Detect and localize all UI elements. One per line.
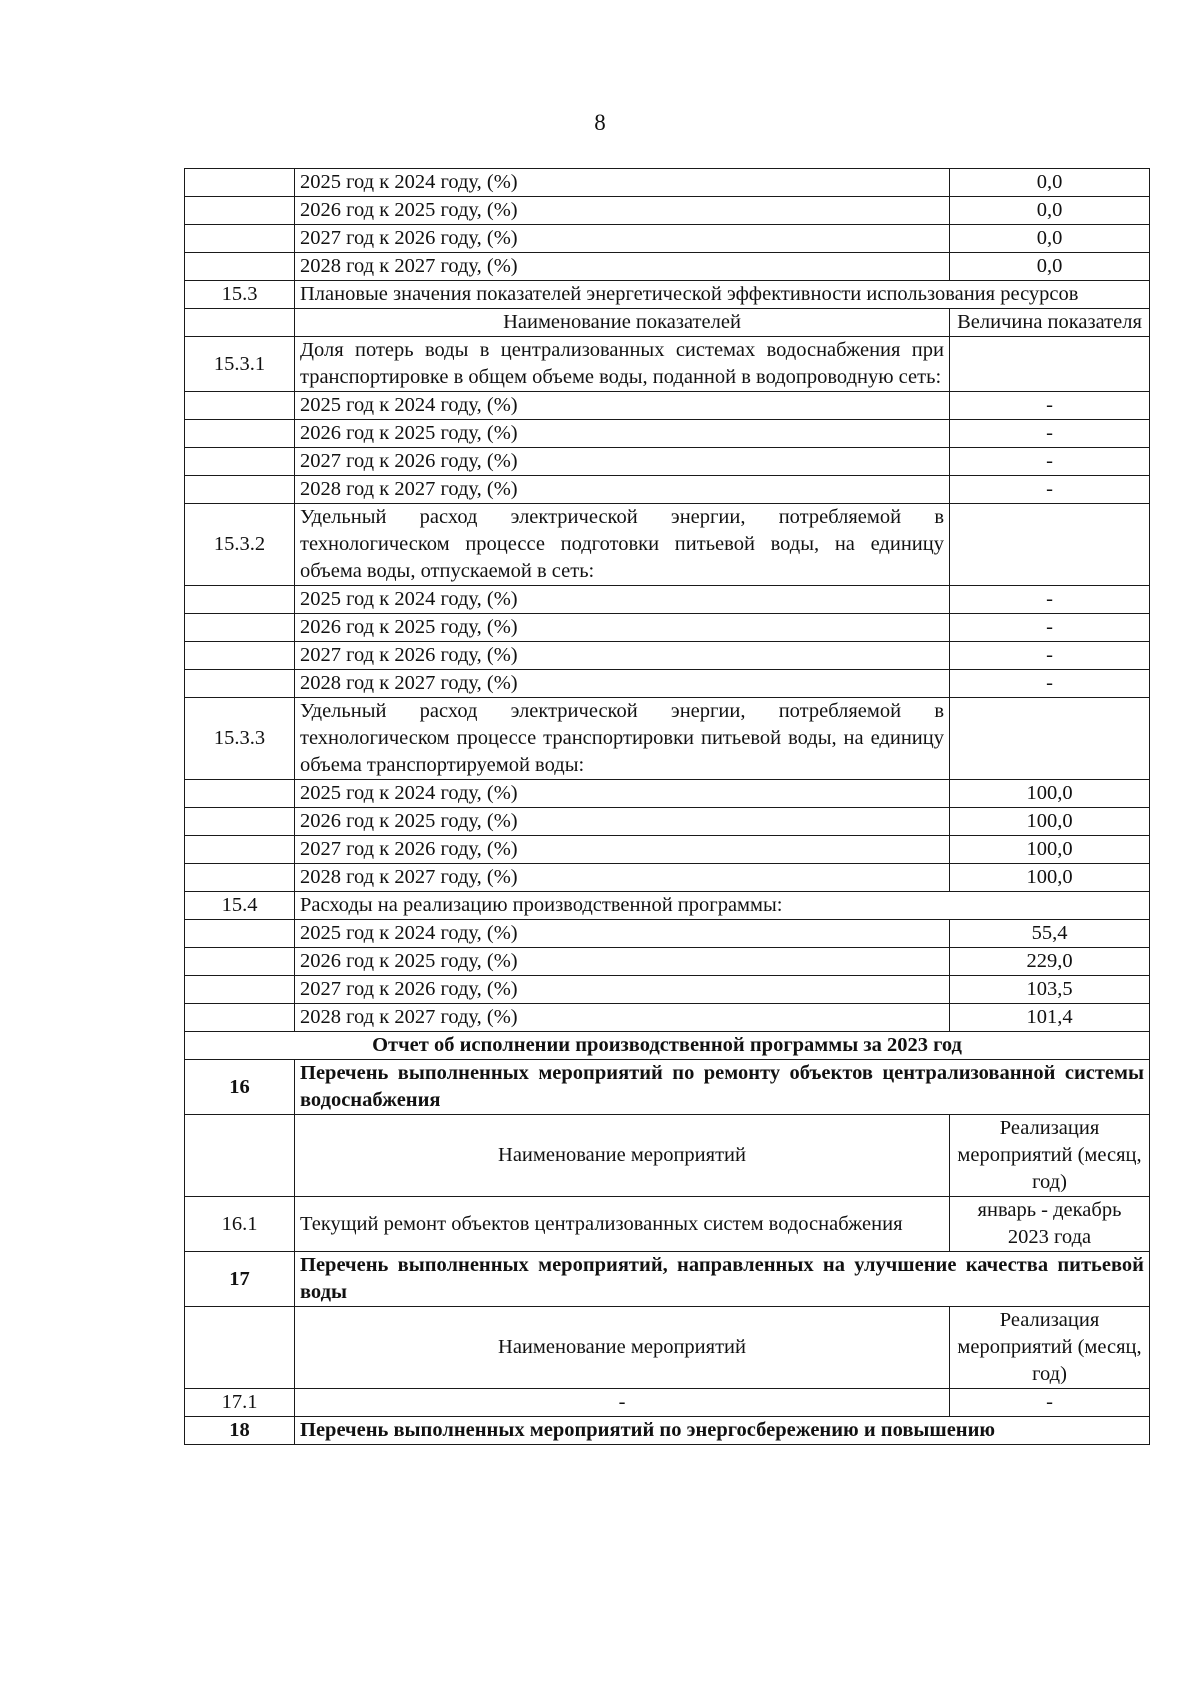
number-cell xyxy=(185,642,295,670)
subsection-row xyxy=(185,337,1150,392)
subsection-number: 15.3.2 xyxy=(185,504,295,586)
section-title: Расходы на реализацию производственной программы: xyxy=(295,892,1150,920)
indicator-value: - xyxy=(950,586,1150,614)
year-label: 2026 год к 2025 году, (%) xyxy=(295,420,950,448)
number-cell xyxy=(185,920,295,948)
number-cell xyxy=(185,808,295,836)
number-cell xyxy=(185,1307,295,1389)
section-number: 17 xyxy=(185,1252,295,1307)
measure-title: - xyxy=(295,1389,950,1417)
year-label: 2028 год к 2027 году, (%) xyxy=(295,670,950,698)
indicator-value: 229,0 xyxy=(950,948,1150,976)
number-cell xyxy=(185,670,295,698)
table-row xyxy=(185,948,1150,976)
indicator-value: - xyxy=(950,392,1150,420)
year-label: 2025 год к 2024 году, (%) xyxy=(295,586,950,614)
value-cell xyxy=(950,504,1150,586)
report-title: Отчет об исполнении производственной программы за 2023 год xyxy=(185,1032,1150,1060)
year-label: 2027 год к 2026 году, (%) xyxy=(295,976,950,1004)
number-cell xyxy=(185,586,295,614)
year-label: 2027 год к 2026 году, (%) xyxy=(295,225,950,253)
indicator-value: - xyxy=(950,614,1150,642)
column-header-value: Величина показателя xyxy=(950,309,1150,337)
subsection-number: 15.3.3 xyxy=(185,698,295,780)
number-cell xyxy=(185,976,295,1004)
indicator-value: 0,0 xyxy=(950,225,1150,253)
column-header-name: Наименование показателей xyxy=(295,309,950,337)
table-row xyxy=(185,642,1150,670)
section-row xyxy=(185,1252,1150,1307)
year-label: 2026 год к 2025 году, (%) xyxy=(295,948,950,976)
indicator-value: 103,5 xyxy=(950,976,1150,1004)
section-title: Перечень выполненных мероприятий, направленных на улучшение качества питьевой воды xyxy=(295,1252,1150,1307)
section-number: 18 xyxy=(185,1417,295,1445)
section-number: 16 xyxy=(185,1060,295,1115)
indicator-value: 100,0 xyxy=(950,864,1150,892)
year-label: 2027 год к 2026 году, (%) xyxy=(295,836,950,864)
table-row xyxy=(185,586,1150,614)
section-number: 15.4 xyxy=(185,892,295,920)
year-label: 2028 год к 2027 году, (%) xyxy=(295,864,950,892)
measure-period: январь - декабрь 2023 года xyxy=(950,1197,1150,1252)
number-cell xyxy=(185,476,295,504)
subsection-number: 15.3.1 xyxy=(185,337,295,392)
section-title: Перечень выполненных мероприятий по энергосбережению и повышению xyxy=(295,1417,1150,1445)
table-row xyxy=(185,780,1150,808)
table-row xyxy=(185,976,1150,1004)
indicator-value: 55,4 xyxy=(950,920,1150,948)
number-cell xyxy=(185,225,295,253)
column-header-row xyxy=(185,309,1150,337)
table-row xyxy=(185,864,1150,892)
measure-row xyxy=(185,1389,1150,1417)
year-label: 2025 год к 2024 году, (%) xyxy=(295,392,950,420)
column-header-value: Реализация мероприятий (месяц, год) xyxy=(950,1115,1150,1197)
table-row xyxy=(185,836,1150,864)
table-row xyxy=(185,670,1150,698)
table-row xyxy=(185,614,1150,642)
section-row xyxy=(185,1060,1150,1115)
year-label: 2026 год к 2025 году, (%) xyxy=(295,614,950,642)
indicator-value: 0,0 xyxy=(950,197,1150,225)
number-cell xyxy=(185,836,295,864)
column-header-name: Наименование мероприятий xyxy=(295,1307,950,1389)
page-number: 8 xyxy=(594,110,606,135)
table-row xyxy=(185,448,1150,476)
report-title-row xyxy=(185,1032,1150,1060)
indicator-value: - xyxy=(950,642,1150,670)
section-number: 15.3 xyxy=(185,281,295,309)
measure-row xyxy=(185,1197,1150,1252)
year-label: 2028 год к 2027 году, (%) xyxy=(295,476,950,504)
number-cell xyxy=(185,1004,295,1032)
measure-title: Текущий ремонт объектов централизованных систем водоснабжения xyxy=(295,1197,950,1252)
indicator-value: 100,0 xyxy=(950,836,1150,864)
number-cell xyxy=(185,197,295,225)
subsection-title: Удельный расход электрической энергии, потребляемой в технологическом процессе транспортировки питьевой воды, на единицу объема транспортируемой воды: xyxy=(295,698,950,780)
column-header-row xyxy=(185,1307,1150,1389)
table-row xyxy=(185,808,1150,836)
indicator-value: - xyxy=(950,448,1150,476)
indicators-table xyxy=(184,168,1150,1445)
number-cell xyxy=(185,780,295,808)
indicator-value: - xyxy=(950,420,1150,448)
subsection-row xyxy=(185,504,1150,586)
year-label: 2028 год к 2027 году, (%) xyxy=(295,1004,950,1032)
section-row xyxy=(185,281,1150,309)
year-label: 2028 год к 2027 году, (%) xyxy=(295,253,950,281)
subsection-title: Доля потерь воды в централизованных системах водоснабжения при транспортировке в общем объеме воды, поданной в водопроводную сеть: xyxy=(295,337,950,392)
measure-number: 17.1 xyxy=(185,1389,295,1417)
column-header-value: Реализация мероприятий (месяц, год) xyxy=(950,1307,1150,1389)
value-cell xyxy=(950,698,1150,780)
table-row xyxy=(185,476,1150,504)
subsection-row xyxy=(185,698,1150,780)
table-row xyxy=(185,225,1150,253)
section-title: Перечень выполненных мероприятий по ремонту объектов централизованной системы водоснабжения xyxy=(295,1060,1150,1115)
year-label: 2025 год к 2024 году, (%) xyxy=(295,780,950,808)
number-cell xyxy=(185,448,295,476)
year-label: 2025 год к 2024 году, (%) xyxy=(295,920,950,948)
table-row xyxy=(185,253,1150,281)
year-label: 2027 год к 2026 году, (%) xyxy=(295,448,950,476)
indicator-value: 100,0 xyxy=(950,780,1150,808)
section-row xyxy=(185,1417,1150,1445)
table-row xyxy=(185,169,1150,197)
table-row xyxy=(185,420,1150,448)
number-cell xyxy=(185,169,295,197)
table-row xyxy=(185,1004,1150,1032)
year-label: 2025 год к 2024 году, (%) xyxy=(295,169,950,197)
number-cell xyxy=(185,309,295,337)
number-cell xyxy=(185,614,295,642)
number-cell xyxy=(185,948,295,976)
section-title: Плановые значения показателей энергетической эффективности использования ресурсов xyxy=(295,281,1150,309)
measure-number: 16.1 xyxy=(185,1197,295,1252)
year-label: 2026 год к 2025 году, (%) xyxy=(295,808,950,836)
year-label: 2026 год к 2025 году, (%) xyxy=(295,197,950,225)
value-cell xyxy=(950,337,1150,392)
indicator-value: - xyxy=(950,476,1150,504)
indicator-value: 0,0 xyxy=(950,253,1150,281)
table-row xyxy=(185,920,1150,948)
column-header-row xyxy=(185,1115,1150,1197)
table-row xyxy=(185,392,1150,420)
number-cell xyxy=(185,253,295,281)
number-cell xyxy=(185,1115,295,1197)
indicator-value: 100,0 xyxy=(950,808,1150,836)
subsection-title: Удельный расход электрической энергии, потребляемой в технологическом процессе подготовки питьевой воды, на единицу объема воды, отпускаемой в сеть: xyxy=(295,504,950,586)
section-row xyxy=(185,892,1150,920)
indicator-value: 0,0 xyxy=(950,169,1150,197)
number-cell xyxy=(185,420,295,448)
column-header-name: Наименование мероприятий xyxy=(295,1115,950,1197)
year-label: 2027 год к 2026 году, (%) xyxy=(295,642,950,670)
indicator-value: 101,4 xyxy=(950,1004,1150,1032)
number-cell xyxy=(185,864,295,892)
table-row xyxy=(185,197,1150,225)
indicator-value: - xyxy=(950,670,1150,698)
measure-period: - xyxy=(950,1389,1150,1417)
number-cell xyxy=(185,392,295,420)
